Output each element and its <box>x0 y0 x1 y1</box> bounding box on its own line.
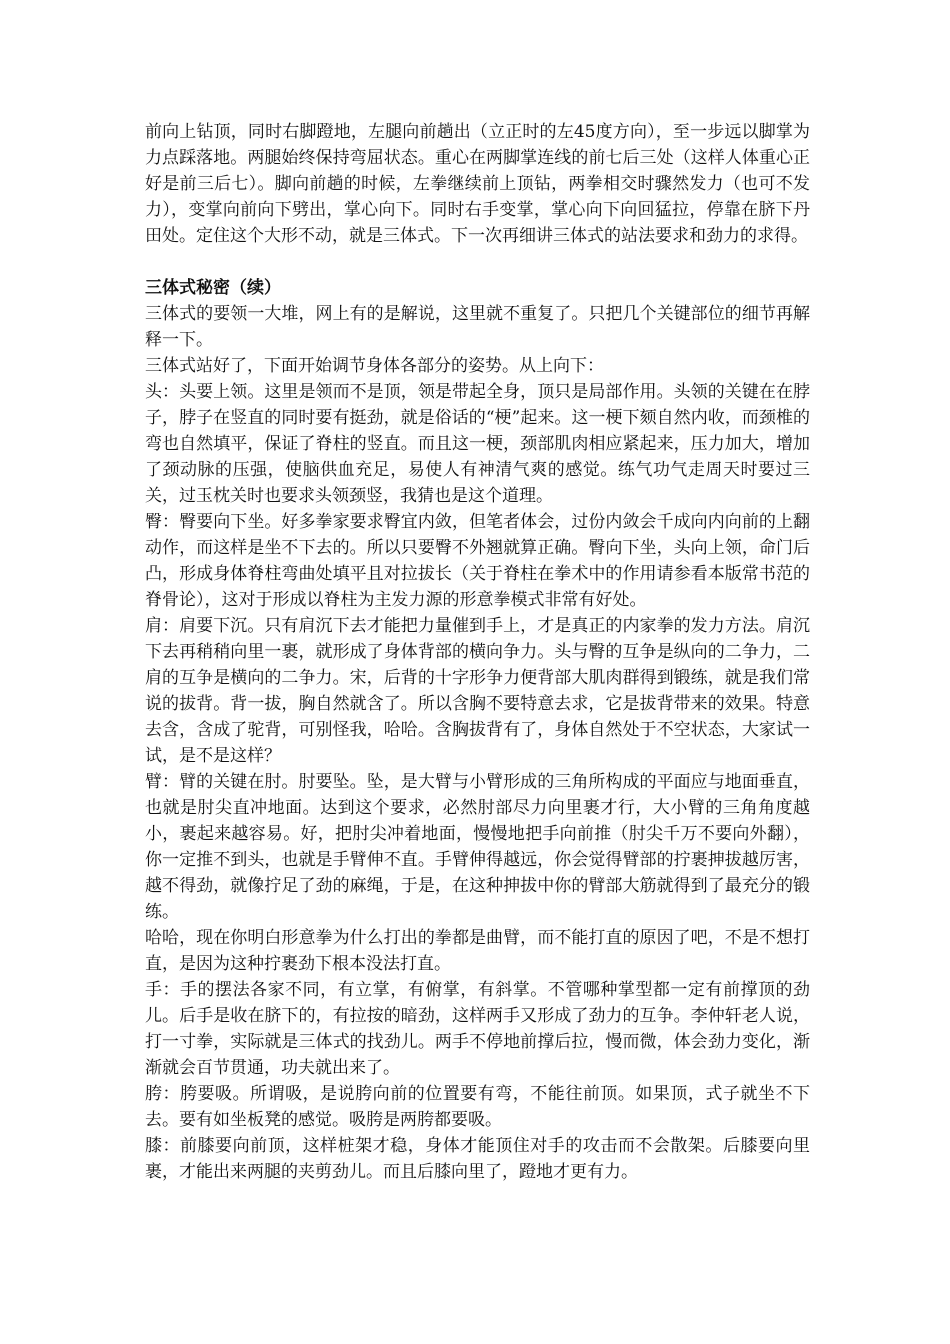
body-paragraph-shoulder: 肩：肩要下沉。只有肩沉下去才能把力量催到手上，才是真正的内家拳的发力方法。肩沉下去再稍稍向里一裹，就形成了身体背部的横向争力。头与臀的互争是纵向的二争力，二肩的互争是横向的二争力。宋，后背的十字形争力便背部大肌肉群得到锻练，就是我们常说的拔背。背一拔，胸自然就含了。所以含胸不要特意去求，它是拔背带来的效果。特意去含，含成了驼背，可别怪我，哈哈。含胸拔背有了，身体自然处于不空状态，大家试一试，是不是这样？ <box>145 616 810 766</box>
body-paragraph-hip: 臀：臀要向下坐。好多拳家要求臀宜内敛，但笔者体会，过份内敛会千成向内向前的上翻动作，而这样是坐不下去的。所以只要臀不外翘就算正确。臀向下坐，头向上领，命门后凸，形成身体脊柱弯曲处填平且对拉拔长（关于脊柱在拳术中的作用请参看本版常书范的脊骨论），这对于形成以脊柱为主发力源的形意拳模式非常有好处。 <box>145 512 810 610</box>
intro-paragraph: 前向上钻顶，同时右脚蹬地，左腿向前趟出（立正时的左45度方向），至一步远以脚掌为力点踩落地。两腿始终保持弯屈状态。重心在两脚掌连线的前七后三处（这样人体重心正好是前三后七）。脚向前趟的时候，左拳继续前上顶钻，两拳相交时骤然发力（也可不发力），变掌向前向下劈出，掌心向下。同时右手变掌，掌心向下向回猛拉，停靠在脐下丹田处。定住这个大形不动，就是三体式。下一次再细讲三体式的站法要求和劲力的求得。 <box>145 122 810 246</box>
body-paragraph: 哈哈，现在你明白形意拳为什么打出的拳都是曲臂，而不能打直的原因了吧，不是不想打直，是因为这种拧裹劲下根本没法打直。 <box>145 928 810 974</box>
body-paragraph: 三体式站好了，下面开始调节身体各部分的姿势。从上向下： <box>145 356 604 376</box>
document-body <box>145 119 810 1185</box>
body-paragraph-arm: 臂：臂的关键在肘。肘要坠。坠，是大臂与小臂形成的三角所构成的平面应与地面垂直，也就是肘尖直冲地面。达到这个要求，必然肘部尽力向里裹才行，大小臂的三角角度越小，裹起来越容易。好，把肘尖冲着地面，慢慢地把手向前推（肘尖千万不要向外翻），你一定推不到头，也就是手臂伸不直。手臂伸得越远，你会觉得臂部的拧裹抻拔越厉害，越不得劲，就像拧足了劲的麻绳，于是，在这种抻拔中你的臂部大筋就得到了最充分的锻练。 <box>145 772 810 922</box>
body-paragraph-knee: 膝：前膝要向前顶，这样桩架才稳，身体才能顶住对手的攻击而不会散架。后膝要向里裹，才能出来两腿的夹剪劲儿。而且后膝向里了，蹬地才更有力。 <box>145 1136 810 1182</box>
paragraph-spacer <box>145 249 810 275</box>
body-paragraph: 三体式的要领一大堆，网上有的是解说，这里就不重复了。只把几个关键部位的细节再解释一下。 <box>145 304 810 350</box>
section-heading: 三体式秘密（续） <box>145 278 281 298</box>
body-paragraph-head: 头：头要上领。这里是领而不是顶，领是带起全身，顶只是局部作用。头领的关键在在脖子，脖子在竖直的同时要有挺劲，就是俗话的“梗”起来。这一梗下颏自然内收，而颈椎的弯也自然填平，保证了脊柱的竖直。而且这一梗，颈部肌肉相应紧起来，压力加大，增加了颈动脉的压强，使脑供血充足，易使人有神清气爽的感觉。练气功气走周天时要过三关，过玉枕关时也要求头领颈竖，我猜也是这个道理。 <box>145 382 810 506</box>
body-paragraph-hand: 手：手的摆法各家不同，有立掌，有俯掌，有斜掌。不管哪种掌型都一定有前撑顶的劲儿。后手是收在脐下的，有拉按的暗劲，这样两手又形成了劲力的互争。李仲轩老人说，打一寸拳，实际就是三体式的找劲儿。两手不停地前撑后拉，慢而微，体会劲力变化，渐渐就会百节贯通，功夫就出来了。 <box>145 980 810 1078</box>
body-paragraph-kua: 胯：胯要吸。所谓吸，是说胯向前的位置要有弯，不能往前顶。如果顶，式子就坐不下去。要有如坐板凳的感觉。吸胯是两胯都要吸。 <box>145 1084 810 1130</box>
